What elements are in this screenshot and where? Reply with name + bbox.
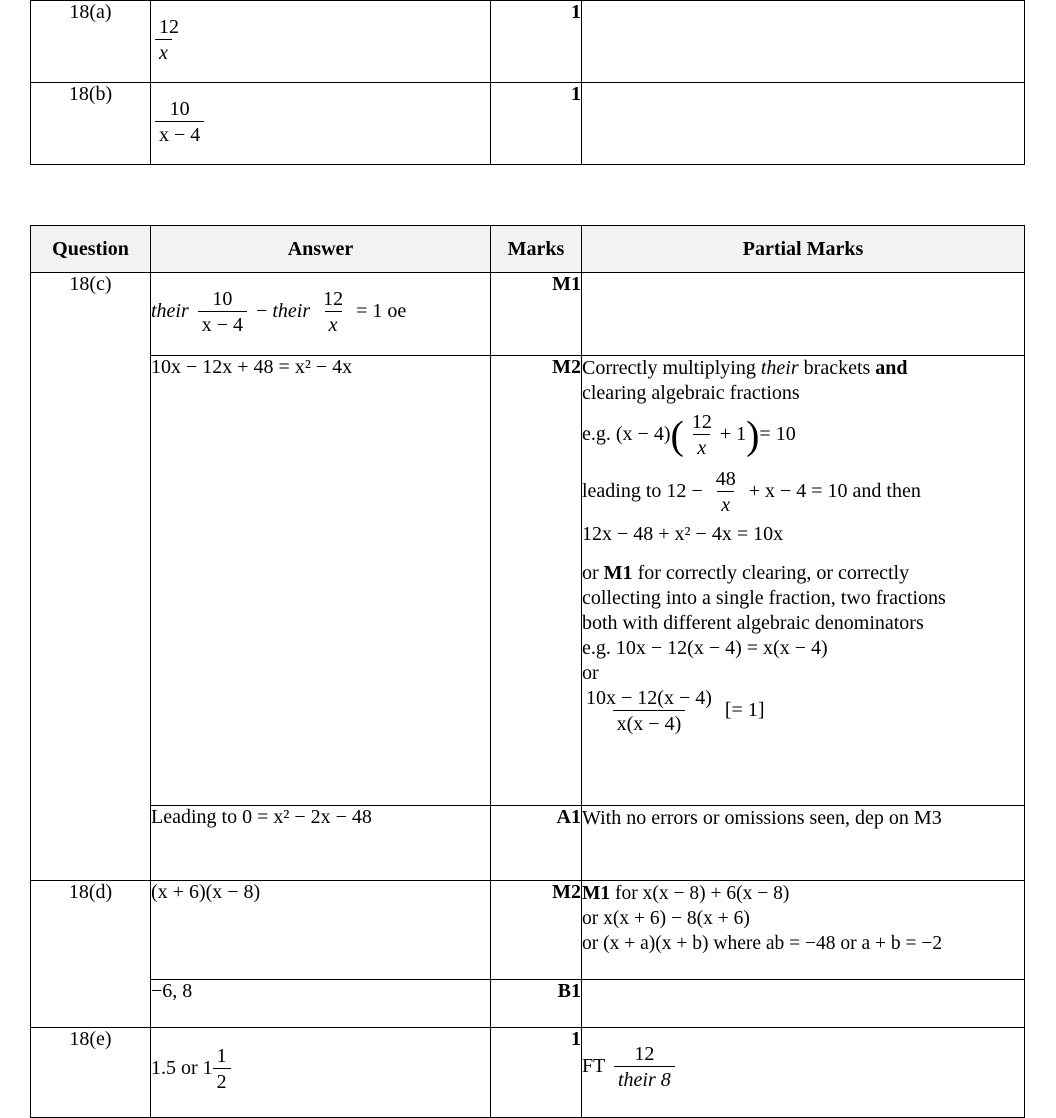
partial-cell [582, 356, 1025, 806]
example-line: e.g. (x − 4)( $\frac{12}{x}$ + 1)= 10 [582, 411, 796, 459]
table-row [31, 1, 1025, 83]
partial-cell [582, 273, 1025, 356]
table-row [31, 356, 1025, 806]
table-row [31, 980, 1025, 1028]
partial-line: 12x − 48 + x² − 4x = 10x [582, 523, 784, 545]
table-row [31, 1028, 1025, 1118]
leading-line: leading to 12 − $\frac{48}{x}$ + x − 4 = 10 and then [582, 468, 921, 516]
marks-cell: 1 [491, 1, 582, 83]
marks-cell: M1 [491, 273, 582, 356]
header-marks: Marks [491, 226, 582, 273]
table-row [31, 83, 1025, 165]
marks-cell: A1 [491, 806, 582, 881]
answer-cell: (x + 6)(x − 8) [151, 881, 491, 980]
answer-cell [151, 83, 491, 165]
question-cell: 18(c) [31, 273, 151, 881]
partial-line: collecting into a single fraction, two fractions [582, 587, 946, 609]
top-mark-table [30, 0, 1025, 165]
question-cell: 18(d) [31, 881, 151, 1028]
fraction: $\frac{12}{x}$ [155, 15, 183, 66]
answer-cell: Leading to 0 = x² − 2x − 48 [151, 806, 491, 881]
question-cell: 18(b) [31, 83, 151, 165]
partial-cell [582, 980, 1025, 1028]
table-row [31, 273, 1025, 356]
fraction: $\frac{10}{x - 4}$ [155, 97, 204, 148]
partial-line: Correctly multiplying their brackets and [582, 357, 908, 379]
answer-cell: −6, 8 [151, 980, 491, 1028]
answer-cell [151, 1, 491, 83]
partial-line: both with different algebraic denominators [582, 612, 924, 634]
marks-cell: M2 [491, 356, 582, 806]
partial-line: e.g. 10x − 12(x − 4) = x(x − 4) [582, 637, 828, 659]
header-partial-marks: Partial Marks [582, 226, 1025, 273]
header-answer: Answer [151, 226, 491, 273]
marks-cell: M2 [491, 881, 582, 980]
question-cell: 18(a) [31, 1, 151, 83]
fraction: $\frac{12}{x}$ [691, 411, 712, 459]
partial-line: clearing algebraic fractions [582, 382, 800, 404]
fraction: $\frac{12}{\text{their 8}}$ [614, 1042, 675, 1093]
answer-cell: their $\frac{10}{x - 4}$ − their $\frac{12}{x}$ = 1 oe [151, 273, 491, 356]
main-mark-table [30, 225, 1025, 1118]
fraction-line: $\frac{10x - 12(x - 4)}{x(x - 4)}$ [= 1] [582, 686, 1024, 737]
partial-cell: With no errors or omissions seen, dep on M3 [582, 806, 1025, 881]
question-cell: 18(e) [31, 1028, 151, 1118]
answer-cell: 10x − 12x + 48 = x² − 4x [151, 356, 491, 806]
partial-cell [582, 1, 1025, 83]
partial-cell: FT $\frac{12}{\text{their 8}}$ [582, 1028, 1025, 1118]
partial-cell [582, 83, 1025, 165]
fraction: $\frac{48}{x}$ [715, 468, 736, 516]
partial-line: or [582, 662, 599, 684]
fraction: $\frac{10x - 12(x - 4)}{x(x - 4)}$ [586, 687, 712, 735]
marks-cell: 1 [491, 1028, 582, 1118]
table-row [31, 806, 1025, 881]
partial-cell: M1 for x(x − 8) + 6(x − 8) or x(x + 6) − 8(x + 6) or (x + a)(x + b) where ab = −48 or a + b = −2 [582, 881, 1025, 980]
table-row [31, 881, 1025, 980]
marks-cell: B1 [491, 980, 582, 1028]
fraction: $\frac{10}{x - 4}$ [198, 287, 247, 338]
answer-cell: 1.5 or 1 $\frac{1}{2}$ [151, 1028, 491, 1118]
header-row [31, 226, 1025, 273]
header-question: Question [31, 226, 151, 273]
fraction: $\frac{1}{2}$ [213, 1044, 231, 1095]
marks-cell: 1 [491, 83, 582, 165]
partial-line: or M1 for correctly clearing, or correctly [582, 562, 910, 584]
fraction: $\frac{12}{x}$ [323, 288, 344, 336]
